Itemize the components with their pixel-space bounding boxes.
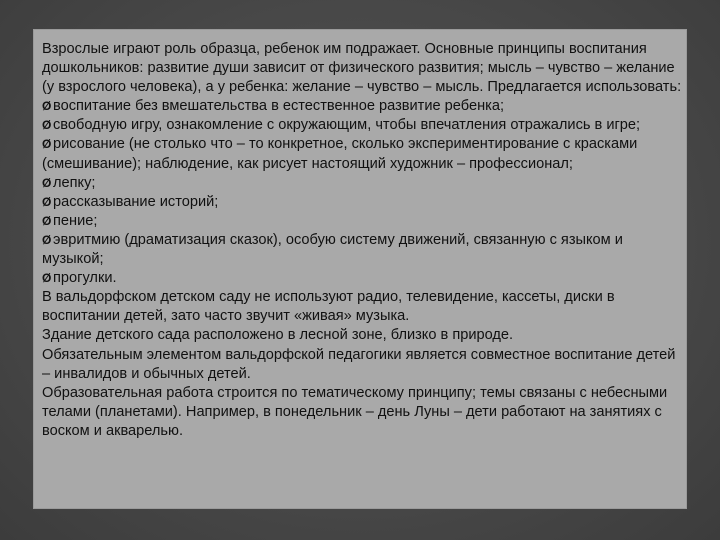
bullet-text: воспитание без вмешательства в естественное развитие ребенка; — [53, 98, 505, 115]
arrow-bullet-icon: Ø — [42, 175, 52, 190]
bullet-item — [42, 269, 682, 288]
bullet-item — [42, 174, 682, 193]
bullet-item — [42, 193, 682, 212]
bullet-text: прогулки. — [53, 270, 117, 287]
bullet-text: свободную игру, ознакомление с окружающим, чтобы впечатления отражались в игре; — [53, 117, 641, 134]
paragraph-building: Здание детского сада расположено в лесной зоне, близко в природе. — [42, 327, 514, 344]
bullet-text: пение; — [53, 212, 98, 229]
arrow-bullet-icon: Ø — [42, 99, 52, 114]
arrow-bullet-icon: Ø — [42, 271, 52, 286]
bullet-item — [42, 97, 682, 116]
paragraph-thematic: Образовательная работа строится по тематическому принципу; темы связаны с небесными телами (планетами). Например, в понедельник – день Луны – дети работают на занятиях с воском и акварелью. — [42, 384, 668, 439]
bullet-text: эвритмию (драматизация сказок), особую систему движений, связанную с языком и музыкой; — [42, 231, 623, 268]
bullet-item — [42, 231, 682, 269]
slide-content — [42, 40, 682, 441]
arrow-bullet-icon: Ø — [42, 232, 52, 247]
arrow-bullet-icon: Ø — [42, 213, 52, 228]
bullet-item — [42, 116, 682, 135]
arrow-bullet-icon: Ø — [42, 194, 52, 209]
intro-paragraph: Взрослые играют роль образца, ребенок им подражает. Основные принципы воспитания дошкольников: развитие души зависит от физического развития; мысль – чувство – желание (у взрослого человека), а у ребенка: желание – чувство – мысль. Предлагается использовать: — [42, 41, 682, 96]
bullet-item — [42, 135, 682, 173]
arrow-bullet-icon: Ø — [42, 137, 52, 152]
paragraph-media: В вальдорфском детском саду не используют радио, телевидение, кассеты, диски в воспитании детей, зато часто звучит «живая» музыка. — [42, 289, 615, 325]
bullet-text: рассказывание историй; — [53, 193, 219, 210]
bullet-text: лепку; — [53, 174, 96, 191]
bullet-text: рисование (не столько что – то конкретное, сколько экспериментирование с красками (смешивание); наблюдение, как рисует настоящий художник – профессионал; — [42, 136, 638, 172]
bullet-item — [42, 212, 682, 231]
arrow-bullet-icon: Ø — [42, 118, 52, 133]
paragraph-inclusion: Обязательным элементом вальдорфской педагогики является совместное воспитание детей – инвалидов и обычных детей. — [42, 346, 676, 382]
